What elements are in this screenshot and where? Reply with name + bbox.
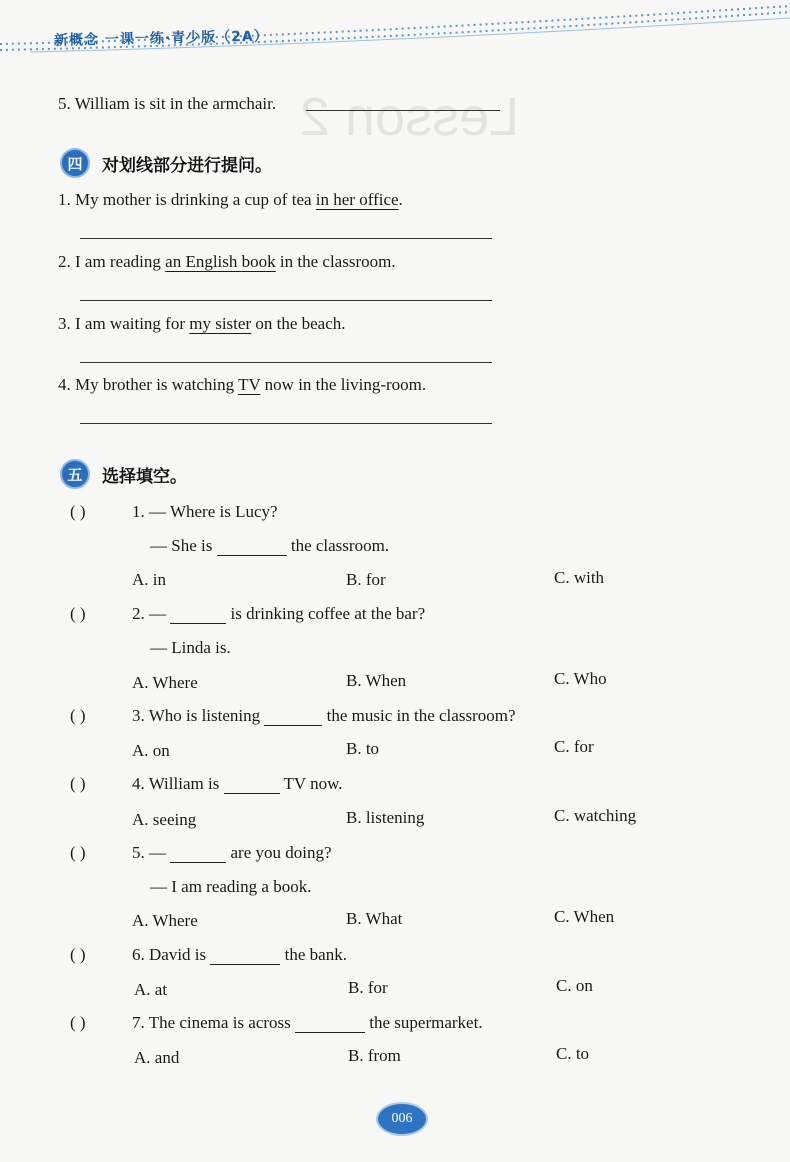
q2-option-a[interactable]: A. Where (132, 673, 198, 692)
item-5-text: 5. William is sit in the armchair. (58, 94, 277, 113)
s4-question-4: 4. My brother is watching TV now in the living-room. (58, 375, 427, 394)
q2-line2: — Linda is. (150, 638, 231, 657)
q5-option-a[interactable]: A. Where (132, 911, 198, 930)
q7-text: 7. The cinema is across the supermarket. (132, 1013, 483, 1032)
q7-option-c[interactable]: C. to (556, 1044, 590, 1063)
section-5-header (60, 459, 187, 489)
section-4-badge: 四 (60, 148, 90, 178)
q1-option-b[interactable]: B. for (346, 570, 386, 589)
q5-option-b[interactable]: B. What (346, 909, 403, 928)
q5-option-c[interactable]: C. When (554, 907, 615, 926)
q4-text: 4. William is TV now. (132, 774, 343, 793)
page-number: 006 (376, 1102, 428, 1136)
s4-answer-line-3[interactable] (80, 362, 492, 363)
q4-answer-bracket[interactable]: ( ) (70, 774, 86, 793)
s4-question-3: 3. I am waiting for my sister on the beach. (58, 314, 346, 333)
q1-option-c[interactable]: C. with (554, 568, 605, 587)
q6-text: 6. David is the bank. (132, 945, 347, 964)
q7-answer-bracket[interactable]: ( ) (70, 1013, 86, 1032)
q7-option-a[interactable]: A. and (134, 1048, 180, 1067)
q3-answer-bracket[interactable]: ( ) (70, 706, 86, 725)
q6-option-b[interactable]: B. for (348, 978, 388, 997)
q3-option-c[interactable]: C. for (554, 737, 594, 756)
q3-option-b[interactable]: B. to (346, 739, 380, 758)
q1-text: 1. — Where is Lucy? (132, 502, 278, 521)
header-title: 新概念 一课一练·青少版（2A） (53, 28, 269, 49)
q3-option-a[interactable]: A. on (132, 741, 170, 760)
q2-option-b[interactable]: B. When (346, 671, 407, 690)
section-5-badge: 五 (60, 459, 90, 489)
q2-text: 2. — is drinking coffee at the bar? (132, 604, 426, 623)
q6-option-a[interactable]: A. at (134, 980, 168, 999)
q1-answer-bracket[interactable]: ( ) (70, 502, 86, 521)
q1-option-a[interactable]: A. in (132, 570, 166, 589)
q5-text: 5. — are you doing? (132, 843, 332, 862)
q7-option-b[interactable]: B. from (348, 1046, 401, 1065)
s4-answer-line-4[interactable] (80, 423, 492, 424)
q4-option-c[interactable]: C. watching (554, 806, 637, 825)
s4-answer-line-1[interactable] (80, 238, 492, 239)
section-4-title: 对划线部分进行提问。 (102, 155, 272, 176)
section-4-header (60, 148, 272, 178)
s4-question-1: 1. My mother is drinking a cup of tea in her office. (58, 190, 403, 209)
item-5-answer-line[interactable] (306, 110, 500, 111)
q6-option-c[interactable]: C. on (556, 976, 593, 995)
q4-option-a[interactable]: A. seeing (132, 810, 197, 829)
q5-answer-bracket[interactable]: ( ) (70, 843, 86, 862)
q3-text: 3. Who is listening the music in the classroom? (132, 706, 516, 725)
section-5-title: 选择填空。 (102, 466, 187, 487)
page-header (0, 0, 790, 60)
q4-option-b[interactable]: B. listening (346, 808, 425, 827)
show-through-watermark: Lesson 2 (300, 87, 520, 147)
q2-answer-bracket[interactable]: ( ) (70, 604, 86, 623)
s4-question-2: 2. I am reading an English book in the classroom. (58, 252, 396, 271)
q6-answer-bracket[interactable]: ( ) (70, 945, 86, 964)
q5-line2: — I am reading a book. (150, 877, 312, 896)
s4-answer-line-2[interactable] (80, 300, 492, 301)
q2-option-c[interactable]: C. Who (554, 669, 607, 688)
q1-line2: — She is the classroom. (150, 536, 390, 555)
